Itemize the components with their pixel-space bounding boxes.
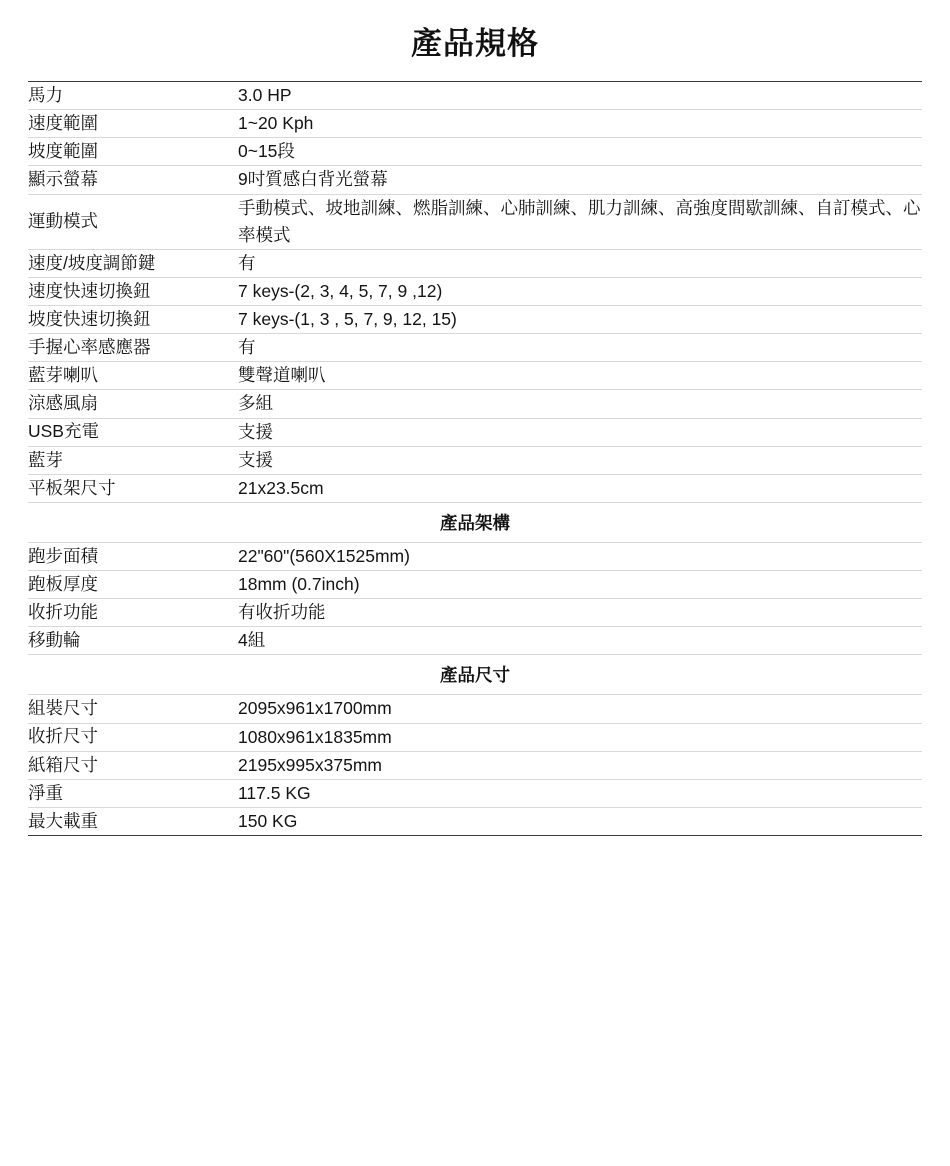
row-label: 顯示螢幕 [28,166,238,194]
row-label: 紙箱尺寸 [28,751,238,779]
table-row [28,627,922,655]
table-row [28,723,922,751]
table-row [28,779,922,807]
table-row [28,334,922,362]
row-label: 坡度快速切換鈕 [28,306,238,334]
table-row [28,306,922,334]
row-value: 有 [238,334,922,362]
row-value: 手動模式、坡地訓練、燃脂訓練、心肺訓練、肌力訓練、高強度間歇訓練、自訂模式、心率模式 [238,194,922,249]
row-value: 多組 [238,390,922,418]
page-title: 產品規格 [411,26,539,61]
specification-table [28,81,922,836]
row-label: 馬力 [28,82,238,110]
table-row [28,807,922,835]
row-label: 手握心率感應器 [28,334,238,362]
row-label: 速度範圍 [28,110,238,138]
row-value: 4組 [238,627,922,655]
table-row [28,418,922,446]
row-value: 117.5 KG [238,779,922,807]
row-label: 收折功能 [28,599,238,627]
row-value: 有收折功能 [238,599,922,627]
table-row [28,695,922,723]
row-value: 雙聲道喇叭 [238,362,922,390]
row-value: 支援 [238,446,922,474]
row-value: 2095x961x1700mm [238,695,922,723]
table-row [28,571,922,599]
table-row [28,362,922,390]
row-label: 跑步面積 [28,542,238,570]
table-row [28,82,922,110]
row-label: 組裝尺寸 [28,695,238,723]
table-row [28,542,922,570]
table-row [28,166,922,194]
table-row [28,599,922,627]
row-value: 支援 [238,418,922,446]
row-label: 藍芽 [28,446,238,474]
row-value: 22"60"(560X1525mm) [238,542,922,570]
section-heading-label: 產品架構 [28,502,922,542]
table-row [28,138,922,166]
row-value: 2195x995x375mm [238,751,922,779]
row-value: 150 KG [238,807,922,835]
row-label: 涼感風扇 [28,390,238,418]
row-value: 3.0 HP [238,82,922,110]
row-label: 平板架尺寸 [28,474,238,502]
row-value: 21x23.5cm [238,474,922,502]
row-value: 7 keys-(2, 3, 4, 5, 7, 9 ,12) [238,277,922,305]
row-value: 0~15段 [238,138,922,166]
section-heading-dimensions [28,655,922,695]
row-label: 坡度範圍 [28,138,238,166]
row-label: 藍芽喇叭 [28,362,238,390]
row-label: USB充電 [28,418,238,446]
section-heading-structure [28,502,922,542]
row-label: 淨重 [28,779,238,807]
row-label: 運動模式 [28,194,238,249]
row-label: 移動輪 [28,627,238,655]
table-row [28,390,922,418]
row-label: 速度/坡度調節鍵 [28,249,238,277]
row-label: 速度快速切換鈕 [28,277,238,305]
table-row [28,446,922,474]
section-heading-label: 產品尺寸 [28,655,922,695]
row-value: 1080x961x1835mm [238,723,922,751]
table-row [28,249,922,277]
row-value: 18mm (0.7inch) [238,571,922,599]
row-value: 9吋質感白背光螢幕 [238,166,922,194]
table-row [28,110,922,138]
row-label: 收折尺寸 [28,723,238,751]
table-row [28,751,922,779]
row-value: 1~20 Kph [238,110,922,138]
row-label: 跑板厚度 [28,571,238,599]
table-row [28,194,922,249]
table-row [28,277,922,305]
row-value: 7 keys-(1, 3 , 5, 7, 9, 12, 15) [238,306,922,334]
row-value: 有 [238,249,922,277]
row-label: 最大載重 [28,807,238,835]
table-row [28,474,922,502]
